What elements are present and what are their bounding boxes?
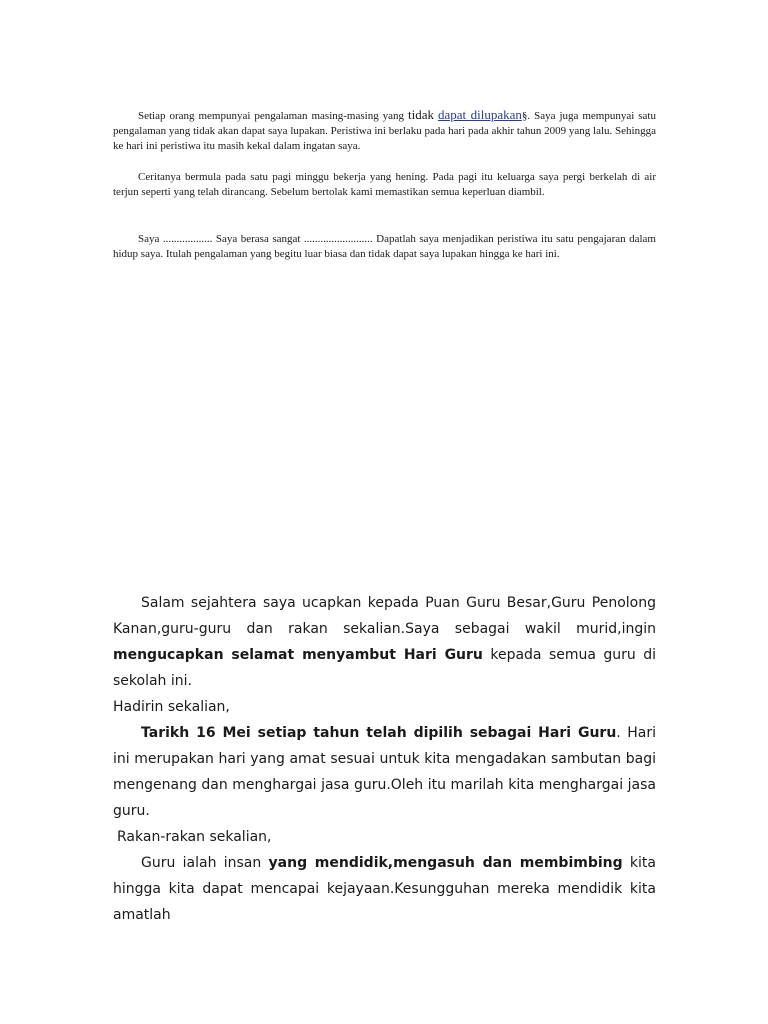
speech-p3-bold: yang mendidik,mengasuh dan membimbing [268, 855, 623, 871]
speech-p3-tail: kita hingga kita dapat mencapai kejayaan.Kesungguhan mereka mendidik kita amatlah [113, 855, 656, 923]
speech-p1-bold: mengucapkan selamat menyambut Hari Guru [113, 647, 483, 663]
essay-p1-text-start: Setiap orang mempunyai pengalaman masing-masing yang [138, 110, 409, 122]
essay-p1-text-end: §. Saya juga mempunyai satu pengalaman yang tidak akan dapat saya lupakan. Peristiwa ini berlaku pada hari pada akhir tahun 2009 yang lalu. Sehingga ke hari ini peristiwa itu masih kekal dalam ingatan saya. [113, 110, 656, 152]
speech-greeting-hadirin: Hadirin sekalian, [113, 699, 230, 715]
essay-p3-text: Saya .................. Saya berasa sangat ......................... Dapatlah saya menjadikan peristiwa itu satu pengajaran dalam hidup saya. Itulah pengalaman yang begitu luar biasa dan tidak dapat saya lupakan hingga ke hari ini. [113, 233, 656, 260]
essay-paragraph-2 [113, 170, 656, 200]
speech-paragraph-3 [113, 850, 656, 928]
speech-greeting-rakan: Rakan-rakan sekalian, [117, 829, 272, 845]
essay-paragraph-1 [113, 107, 656, 154]
essay-paragraph-3 [113, 232, 656, 262]
speech-p3-text: Guru ialah insan [141, 855, 269, 871]
speech-section [113, 590, 656, 928]
essay-p2-text: Ceritanya bermula pada satu pagi minggu bekerja yang hening. Pada pagi itu keluarga saya pergi berkelah di air terjun seperti yang telah dirancang. Sebelum bertolak kami memastikan semua keperluan diambil. [113, 171, 656, 198]
essay-p1-word-tidak: tidak [408, 107, 435, 122]
speech-p2-bold: Tarikh 16 Mei setiap tahun telah dipilih sebagai Hari Guru [141, 725, 617, 741]
speech-paragraph-2 [113, 720, 656, 824]
dapat-dilupakan-link[interactable]: dapat dilupakan [438, 107, 522, 122]
speech-p1-text: Salam sejahtera saya ucapkan kepada Puan Guru Besar,Guru Penolong Kanan,guru-guru dan rakan sekalian.Saya sebagai wakil murid,ingin [113, 595, 656, 637]
speech-paragraph-1 [113, 590, 656, 694]
speech-p1-tail: kepada semua guru di sekolah ini. [113, 647, 656, 689]
speech-p2-tail: . Hari ini merupakan hari yang amat sesuai untuk kita mengadakan sambutan bagi mengenang dan menghargai jasa guru.Oleh itu marilah kita menghargai jasa guru. [113, 725, 656, 819]
